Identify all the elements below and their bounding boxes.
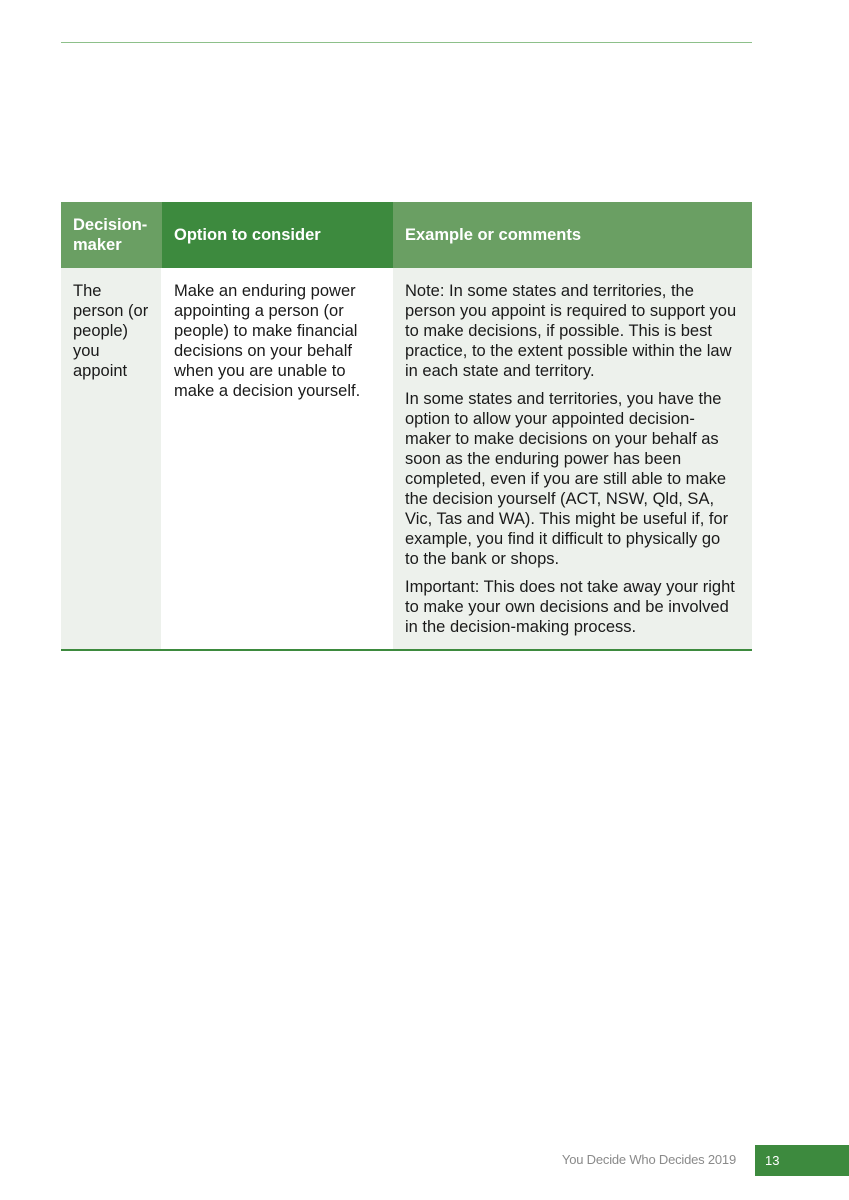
- page-number: 13: [755, 1145, 849, 1176]
- comment-important: Important: This does not take away your right to make your own decisions and be involved in the decision-making process.: [405, 578, 735, 636]
- table-row: [61, 268, 752, 649]
- cell-comments: [393, 268, 752, 649]
- cell-decision-maker: The person (or people) you appoint: [61, 268, 162, 649]
- comment-note: Note: In some states and territories, the person you appoint is required to support you to make decisions, if possible. This is best practice, to the extent possible within the law in each state and territory.: [405, 282, 737, 380]
- header-option: Option to consider: [162, 202, 393, 268]
- table-header-row: [61, 202, 752, 268]
- top-rule: [61, 42, 752, 43]
- comment-option-detail: In some states and territories, you have the option to allow your appointed decision-maker to make decisions on your behalf as soon as the enduring power has been completed, even if you are still able to make the decision yourself (ACT, NSW, Qld, SA, Vic, Tas and WA). This might be useful if, for example, you find it difficult to physically go to the bank or shops.: [405, 390, 729, 568]
- header-comments: Example or comments: [393, 202, 752, 268]
- cell-option: Make an enduring power appointing a person (or people) to make financial decisions on your behalf when you are unable to make a decision yourself.: [162, 268, 393, 649]
- decision-table: [61, 202, 752, 651]
- header-decision-maker: Decision-maker: [61, 202, 162, 268]
- footer-publication: You Decide Who Decides 2019: [561, 1152, 736, 1167]
